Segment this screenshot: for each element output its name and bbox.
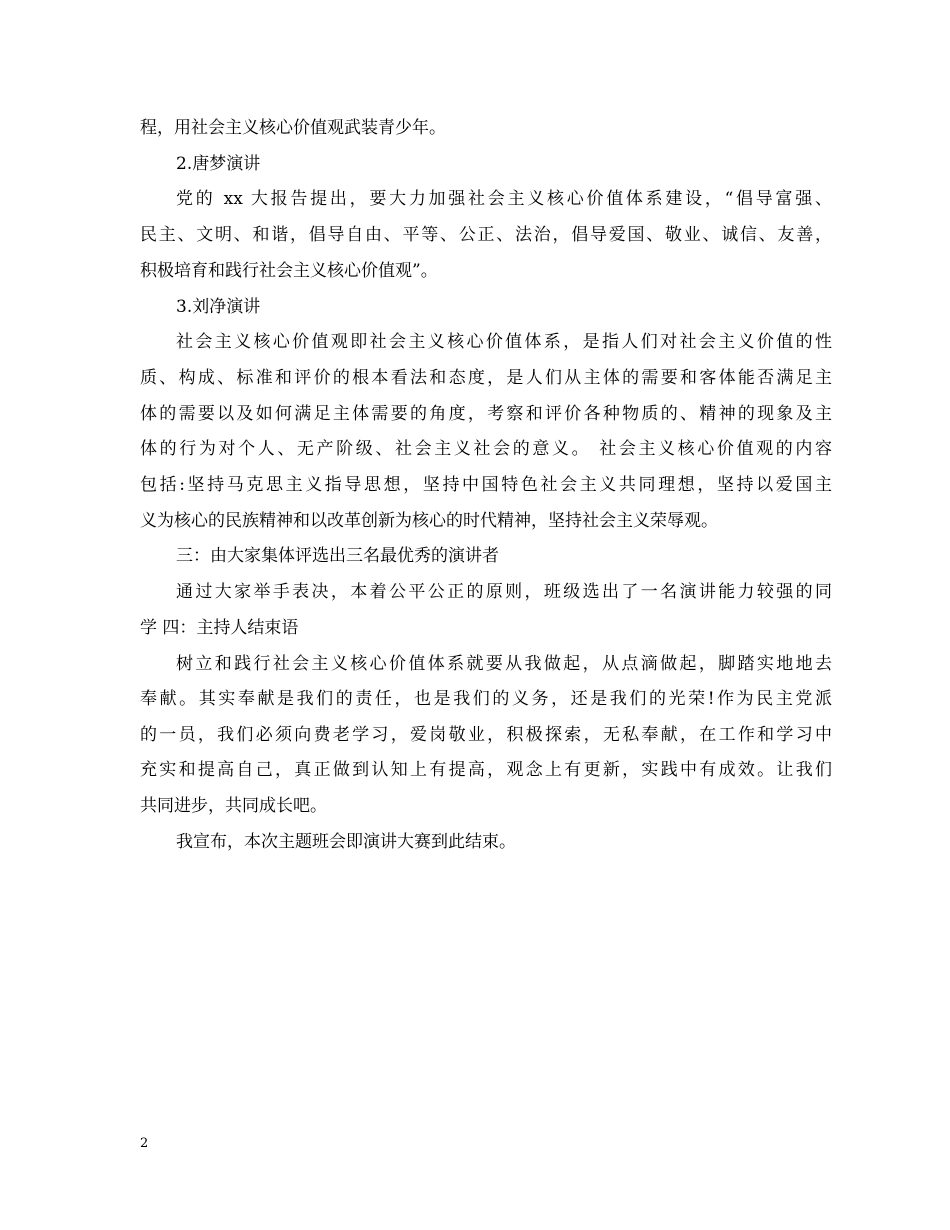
paragraph-line: 通过大家举手表决，本着公平公正的原则，班级选出了一名演讲能力较强的同 (176, 582, 832, 602)
paragraph-line: 奉献。其实奉献是我们的责任，也是我们的义务，还是我们的光荣!作为民主党派 (140, 689, 832, 709)
paragraph-line: 的一员，我们必须向费老学习，爱岗敬业，积极探索，无私奉献，在工作和学习中 (140, 725, 832, 745)
section-heading: 2.唐梦演讲 (176, 154, 261, 174)
paragraph-line: 体的行为对个人、无产阶级、社会主义社会的意义。 社会主义核心价值观的内容 (140, 439, 832, 459)
paragraph-line: 民主、文明、和谐，倡导自由、平等、公正、法治，倡导爱国、敬业、诚信、友善， (140, 225, 832, 245)
paragraph-line: 我宣布，本次主题班会即演讲大赛到此结束。 (176, 832, 516, 852)
paragraph-line: 充实和提高自己，真正做到认知上有提高，观念上有更新，实践中有成效。让我们 (140, 760, 832, 780)
paragraph-line: 积极培育和践行社会主义核心价值观”。 (140, 261, 438, 281)
paragraph-line: 体的需要以及如何满足主体需要的角度，考察和评价各种物质的、精神的现象及主 (140, 404, 832, 424)
paragraph-line: 社会主义核心价值观即社会主义核心价值体系，是指人们对社会主义价值的性 (176, 332, 832, 352)
paragraph-line: 共同进步，共同成长吧。 (140, 796, 327, 816)
paragraph-line: 树立和践行社会主义核心价值体系就要从我做起，从点滴做起，脚踏实地地去 (176, 654, 832, 674)
paragraph-line: 质、构成、标准和评价的根本看法和态度，是人们从主体的需要和客体能否满足主 (140, 368, 832, 388)
paragraph-line: 义为核心的民族精神和以改革创新为核心的时代精神，坚持社会主义荣辱观。 (140, 511, 718, 531)
paragraph-line: 党的 xx 大报告提出，要大力加强社会主义核心价值体系建设，“倡导富强、 (176, 189, 832, 209)
section-heading: 3.刘净演讲 (176, 297, 261, 317)
page-number: 2 (140, 1136, 149, 1151)
section-heading: 三：由大家集体评选出三名最优秀的演讲者 (176, 546, 499, 566)
paragraph-line: 包括:坚持马克思主义指导思想，坚持中国特色社会主义共同理想，坚持以爱国主 (140, 475, 832, 495)
paragraph-line: 学 四：主持人结束语 (140, 618, 299, 638)
paragraph-line: 程，用社会主义核心价值观武装青少年。 (140, 118, 446, 138)
